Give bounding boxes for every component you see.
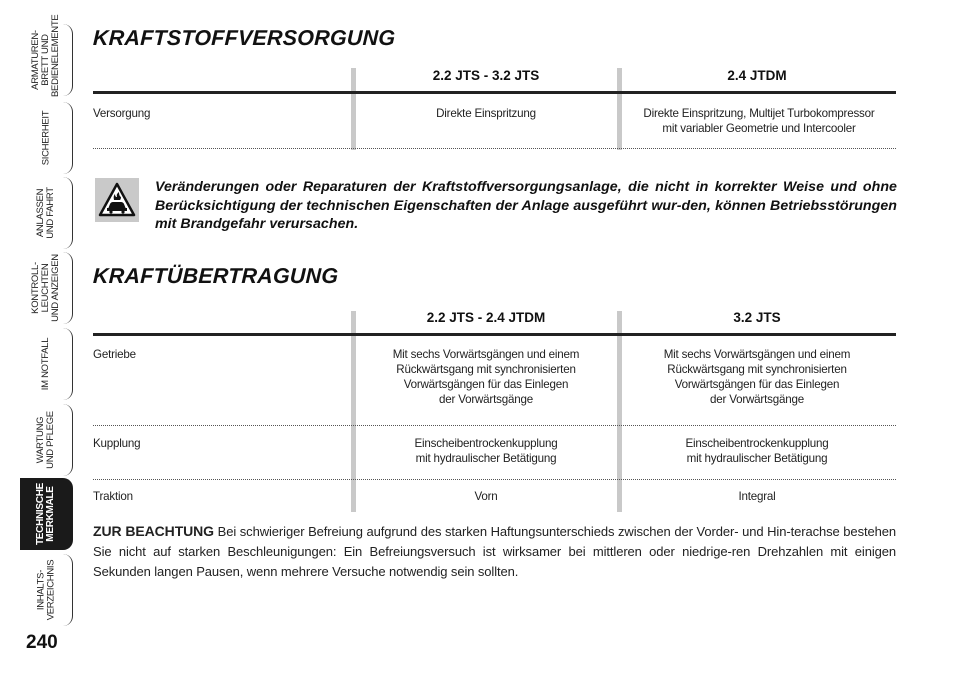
header-rule xyxy=(93,91,896,94)
table-cell: Einscheibentrockenkupplung mit hydraulischer Betätigung xyxy=(685,437,829,465)
tab-im-notfall[interactable] xyxy=(20,328,73,400)
note-keyword: ZUR BEACHTUNG xyxy=(93,523,214,539)
section-title-fuel: KRAFTSTOFFVERSORGUNG xyxy=(92,26,396,50)
tab-label: KONTROLL- LEUCHTEN UND ANZEIGEN xyxy=(30,254,62,322)
column-header: 2.4 JTDM xyxy=(727,68,787,83)
page-content xyxy=(93,0,896,676)
section-tabs xyxy=(0,0,80,676)
note-paragraph xyxy=(93,521,896,582)
row-label: Versorgung xyxy=(93,107,151,120)
column-divider xyxy=(351,311,356,512)
tab-anlassen[interactable] xyxy=(20,177,73,249)
row-rule xyxy=(93,479,896,480)
column-divider xyxy=(617,311,622,512)
row-rule xyxy=(93,148,896,149)
tab-label: SICHERHEIT xyxy=(40,110,52,166)
tab-label: ANLASSEN UND FAHRT xyxy=(35,187,56,239)
table-cell: Integral xyxy=(738,490,776,503)
tab-wartung[interactable] xyxy=(20,404,73,476)
tab-sicherheit[interactable] xyxy=(20,102,73,174)
tab-kontrollleuchten[interactable] xyxy=(20,252,73,324)
column-divider xyxy=(351,68,356,150)
column-header: 3.2 JTS xyxy=(733,310,781,325)
tab-label: TECHNISCHE MERKMALE xyxy=(35,482,57,546)
table-cell: Direkte Einspritzung xyxy=(436,107,536,120)
tab-label: ARMATUREN- BRETT UND BEDIENELEMENTE xyxy=(30,14,61,97)
table-cell: Mit sechs Vorwärtsgängen und einem Rückwärtsgang mit synchronisierten Vorwärtsgängen für das Einlegen der Vorwärtsgänge xyxy=(663,348,851,406)
section-title-transmission: KRAFTÜBERTRAGUNG xyxy=(92,264,339,288)
tab-technische-merkmale[interactable] xyxy=(20,478,73,550)
table-cell: Mit sechs Vorwärtsgängen und einem Rückwärtsgang mit synchronisierten Vorwärtsgängen für das Einlegen der Vorwärtsgänge xyxy=(392,348,580,406)
tab-inhaltsverzeichnis[interactable] xyxy=(20,554,73,626)
tab-armaturenbrett[interactable] xyxy=(20,14,73,97)
warning-text: Veränderungen oder Reparaturen der Kraftstoffversorgungsanlage, die nicht in korrekter Weise und ohne Berücksichtigung der technischen Eigenschaften der Anlage ausgeführt wur-den, können Betriebsstörungen mit Brandgefahr verursachen. xyxy=(155,179,897,232)
warning-box xyxy=(93,162,896,242)
table-cell: Vorn xyxy=(474,490,498,503)
tab-label: INHALTS- VERZEICHNIS xyxy=(35,559,57,621)
column-header: 2.2 JTS - 2.4 JTDM xyxy=(426,310,546,325)
row-label: Kupplung xyxy=(93,437,141,450)
header-rule xyxy=(93,333,896,336)
column-header: 2.2 JTS - 3.2 JTS xyxy=(432,68,540,83)
car-fire-warning-icon xyxy=(95,178,139,222)
tab-label: WARTUNG UND PFLEGE xyxy=(35,411,56,469)
table-cell: Einscheibentrockenkupplung mit hydraulischer Betätigung xyxy=(414,437,558,465)
row-label: Traktion xyxy=(93,490,133,503)
table-cell: Direkte Einspritzung, Multijet Turbokompressor mit variabler Geometrie und Intercooler xyxy=(643,107,875,135)
page-number: 240 xyxy=(26,632,58,653)
row-label: Getriebe xyxy=(93,348,136,361)
note-text: Bei schwieriger Befreiung aufgrund des starken Haftungsunterschieds zwischen der Vorder- und Hin-terachse bestehen Sie nicht auf starken Beschleunigungen: Ein Befreiungsversuch ist wirksamer bei mittleren oder niedrige-ren Drehzahlen mit einigen Sekunden langen Pausen, wenn mehrere Versuche notwendig sein sollten. xyxy=(93,524,896,579)
tab-label: IM NOTFALL xyxy=(40,337,51,391)
row-rule xyxy=(93,425,896,426)
